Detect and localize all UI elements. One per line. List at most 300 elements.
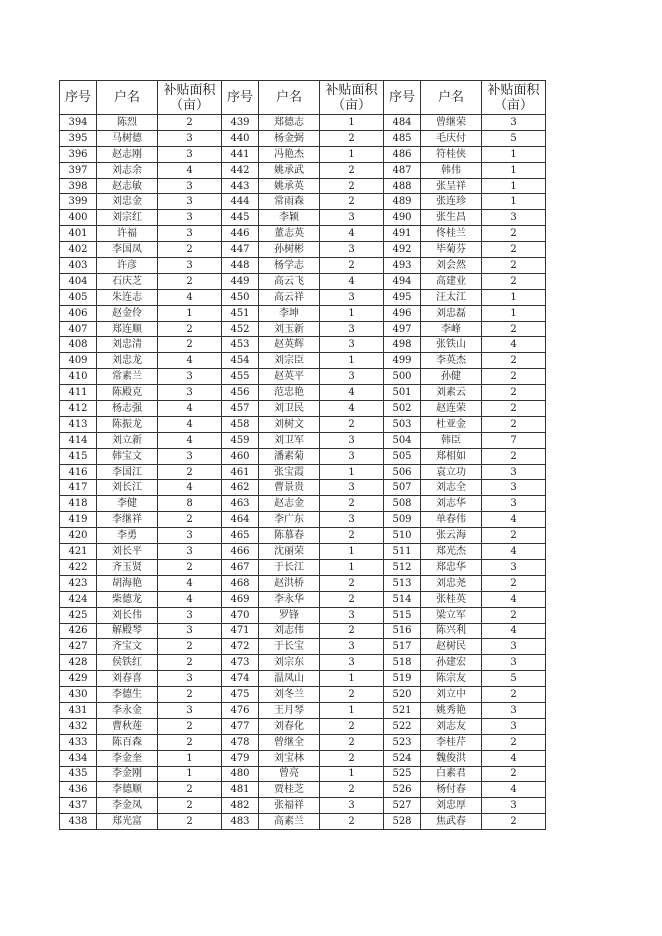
cell-area: 5 (482, 130, 546, 146)
cell-area: 2 (482, 528, 546, 544)
cell-seq: 524 (384, 750, 421, 766)
cell-name: 韩宝文 (97, 448, 158, 464)
cell-seq: 418 (60, 496, 97, 512)
table-row (60, 702, 546, 718)
cell-area: 1 (482, 146, 546, 162)
cell-name: 朱连志 (97, 289, 158, 305)
cell-area: 2 (482, 353, 546, 369)
cell-name: 李德顺 (97, 782, 158, 798)
table-row (60, 544, 546, 560)
cell-area: 1 (320, 464, 384, 480)
cell-area: 2 (482, 607, 546, 623)
cell-name: 姚承武 (259, 162, 320, 178)
cell-name: 李勇 (97, 528, 158, 544)
cell-area: 8 (158, 496, 222, 512)
cell-seq: 500 (384, 369, 421, 385)
cell-area: 4 (158, 353, 222, 369)
cell-name: 杨志强 (97, 401, 158, 417)
header-seq: 序号 (384, 81, 421, 115)
cell-area: 1 (482, 289, 546, 305)
cell-name: 李金刚 (97, 766, 158, 782)
table-row (60, 782, 546, 798)
header-area: 补贴面积（亩） (482, 81, 546, 115)
cell-seq: 417 (60, 480, 97, 496)
cell-name: 李永华 (259, 591, 320, 607)
cell-seq: 439 (222, 115, 259, 131)
cell-name: 齐宝文 (97, 639, 158, 655)
cell-area: 2 (158, 655, 222, 671)
table-row (60, 242, 546, 258)
cell-name: 佟桂兰 (421, 226, 482, 242)
cell-seq: 406 (60, 305, 97, 321)
cell-area: 2 (320, 734, 384, 750)
cell-seq: 394 (60, 115, 97, 131)
cell-seq: 478 (222, 734, 259, 750)
cell-seq: 477 (222, 718, 259, 734)
cell-seq: 518 (384, 655, 421, 671)
cell-seq: 395 (60, 130, 97, 146)
cell-seq: 449 (222, 273, 259, 289)
table-row (60, 655, 546, 671)
table-row (60, 432, 546, 448)
cell-area: 1 (482, 194, 546, 210)
cell-name: 李金凤 (97, 798, 158, 814)
cell-seq: 467 (222, 559, 259, 575)
cell-name: 刘卫民 (259, 401, 320, 417)
cell-area: 3 (158, 385, 222, 401)
cell-area: 2 (482, 687, 546, 703)
cell-name: 汪太江 (421, 289, 482, 305)
cell-area: 4 (320, 401, 384, 417)
cell-seq: 508 (384, 496, 421, 512)
cell-area: 3 (158, 528, 222, 544)
cell-area: 4 (482, 623, 546, 639)
cell-name: 冯艳杰 (259, 146, 320, 162)
cell-name: 白素君 (421, 766, 482, 782)
table-row (60, 194, 546, 210)
table-row (60, 734, 546, 750)
cell-name: 刘立中 (421, 687, 482, 703)
cell-seq: 459 (222, 432, 259, 448)
cell-area: 3 (320, 432, 384, 448)
cell-area: 2 (320, 258, 384, 274)
cell-seq: 525 (384, 766, 421, 782)
cell-seq: 511 (384, 544, 421, 560)
cell-area: 2 (158, 464, 222, 480)
header-seq: 序号 (60, 81, 97, 115)
cell-seq: 504 (384, 432, 421, 448)
cell-name: 陈兴利 (421, 623, 482, 639)
table-row (60, 480, 546, 496)
cell-name: 刘宝林 (259, 750, 320, 766)
cell-name: 李健 (97, 496, 158, 512)
cell-seq: 456 (222, 385, 259, 401)
cell-area: 2 (482, 321, 546, 337)
cell-area: 1 (482, 162, 546, 178)
cell-area: 2 (158, 639, 222, 655)
cell-name: 姚承英 (259, 178, 320, 194)
cell-seq: 528 (384, 814, 421, 830)
cell-area: 2 (320, 130, 384, 146)
cell-seq: 432 (60, 718, 97, 734)
cell-area: 4 (158, 591, 222, 607)
cell-name: 刘忠龙 (97, 353, 158, 369)
cell-seq: 507 (384, 480, 421, 496)
cell-seq: 445 (222, 210, 259, 226)
header-name: 户名 (421, 81, 482, 115)
cell-name: 陈振龙 (97, 416, 158, 432)
cell-area: 1 (320, 115, 384, 131)
header-name: 户名 (259, 81, 320, 115)
cell-seq: 484 (384, 115, 421, 131)
cell-seq: 527 (384, 798, 421, 814)
table-row (60, 687, 546, 703)
cell-name: 张云海 (421, 528, 482, 544)
cell-area: 2 (320, 591, 384, 607)
cell-area: 3 (158, 369, 222, 385)
cell-name: 郑光富 (97, 814, 158, 830)
table-row (60, 750, 546, 766)
cell-name: 刘忠厚 (421, 798, 482, 814)
cell-name: 焦武春 (421, 814, 482, 830)
cell-name: 李英杰 (421, 353, 482, 369)
cell-seq: 444 (222, 194, 259, 210)
cell-seq: 481 (222, 782, 259, 798)
cell-area: 3 (482, 559, 546, 575)
cell-area: 2 (158, 242, 222, 258)
cell-name: 许彦 (97, 258, 158, 274)
cell-area: 1 (320, 766, 384, 782)
cell-seq: 519 (384, 671, 421, 687)
cell-name: 张宝霞 (259, 464, 320, 480)
cell-seq: 400 (60, 210, 97, 226)
cell-name: 于长江 (259, 559, 320, 575)
cell-name: 韩臣 (421, 432, 482, 448)
cell-seq: 429 (60, 671, 97, 687)
cell-seq: 496 (384, 305, 421, 321)
cell-seq: 455 (222, 369, 259, 385)
cell-seq: 463 (222, 496, 259, 512)
cell-seq: 416 (60, 464, 97, 480)
cell-area: 2 (482, 766, 546, 782)
cell-name: 刘素云 (421, 385, 482, 401)
cell-seq: 483 (222, 814, 259, 830)
cell-seq: 437 (60, 798, 97, 814)
cell-seq: 486 (384, 146, 421, 162)
cell-area: 2 (158, 115, 222, 131)
cell-name: 刘长江 (97, 480, 158, 496)
cell-area: 3 (158, 607, 222, 623)
cell-area: 3 (320, 512, 384, 528)
cell-name: 李坤 (259, 305, 320, 321)
cell-name: 许福 (97, 226, 158, 242)
cell-seq: 428 (60, 655, 97, 671)
cell-seq: 513 (384, 575, 421, 591)
cell-area: 4 (482, 750, 546, 766)
cell-seq: 482 (222, 798, 259, 814)
cell-name: 于长宝 (259, 639, 320, 655)
table-row (60, 146, 546, 162)
cell-area: 2 (158, 512, 222, 528)
cell-area: 3 (482, 464, 546, 480)
cell-name: 赵英平 (259, 369, 320, 385)
cell-area: 1 (320, 671, 384, 687)
cell-name: 刘忠磊 (421, 305, 482, 321)
cell-area: 2 (320, 162, 384, 178)
cell-name: 李永金 (97, 702, 158, 718)
cell-area: 3 (158, 210, 222, 226)
cell-area: 3 (158, 671, 222, 687)
cell-area: 4 (482, 544, 546, 560)
header-seq: 序号 (222, 81, 259, 115)
cell-area: 3 (482, 115, 546, 131)
cell-seq: 443 (222, 178, 259, 194)
cell-area: 1 (158, 305, 222, 321)
cell-seq: 419 (60, 512, 97, 528)
cell-name: 单春伟 (421, 512, 482, 528)
cell-seq: 501 (384, 385, 421, 401)
cell-name: 孙建宏 (421, 655, 482, 671)
cell-name: 张连珍 (421, 194, 482, 210)
cell-area: 1 (158, 750, 222, 766)
cell-area: 2 (158, 734, 222, 750)
cell-area: 2 (320, 575, 384, 591)
cell-area: 2 (320, 782, 384, 798)
table-row (60, 718, 546, 734)
cell-area: 2 (158, 273, 222, 289)
cell-area: 4 (482, 337, 546, 353)
cell-area: 3 (482, 639, 546, 655)
cell-name: 张呈祥 (421, 178, 482, 194)
cell-name: 杨学志 (259, 258, 320, 274)
cell-seq: 469 (222, 591, 259, 607)
cell-area: 3 (320, 655, 384, 671)
cell-name: 李广东 (259, 512, 320, 528)
cell-name: 孙健 (421, 369, 482, 385)
cell-seq: 487 (384, 162, 421, 178)
cell-area: 3 (320, 448, 384, 464)
cell-name: 刘立新 (97, 432, 158, 448)
cell-area: 3 (158, 194, 222, 210)
cell-area: 1 (320, 702, 384, 718)
subsidy-table (59, 80, 546, 830)
table-row (60, 496, 546, 512)
cell-seq: 485 (384, 130, 421, 146)
cell-seq: 489 (384, 194, 421, 210)
cell-seq: 424 (60, 591, 97, 607)
cell-seq: 446 (222, 226, 259, 242)
cell-area: 1 (320, 559, 384, 575)
cell-seq: 402 (60, 242, 97, 258)
cell-seq: 520 (384, 687, 421, 703)
cell-area: 3 (158, 544, 222, 560)
cell-name: 郑光杰 (421, 544, 482, 560)
cell-seq: 426 (60, 623, 97, 639)
cell-name: 赵树民 (421, 639, 482, 655)
cell-area: 2 (482, 258, 546, 274)
cell-area: 2 (320, 750, 384, 766)
cell-name: 侯铁红 (97, 655, 158, 671)
cell-seq: 522 (384, 718, 421, 734)
cell-area: 3 (320, 337, 384, 353)
cell-seq: 453 (222, 337, 259, 353)
cell-seq: 454 (222, 353, 259, 369)
cell-seq: 497 (384, 321, 421, 337)
cell-name: 刘宗臣 (259, 353, 320, 369)
cell-seq: 461 (222, 464, 259, 480)
cell-area: 4 (320, 385, 384, 401)
cell-name: 刘忠尧 (421, 575, 482, 591)
cell-name: 杨金弼 (259, 130, 320, 146)
cell-name: 李颖 (259, 210, 320, 226)
cell-seq: 414 (60, 432, 97, 448)
cell-name: 符桂侠 (421, 146, 482, 162)
cell-seq: 510 (384, 528, 421, 544)
cell-name: 柴德龙 (97, 591, 158, 607)
cell-seq: 493 (384, 258, 421, 274)
cell-area: 3 (158, 146, 222, 162)
cell-seq: 396 (60, 146, 97, 162)
cell-seq: 422 (60, 559, 97, 575)
cell-area: 4 (320, 226, 384, 242)
cell-seq: 458 (222, 416, 259, 432)
table-row (60, 448, 546, 464)
table-row (60, 226, 546, 242)
cell-name: 李桂芹 (421, 734, 482, 750)
cell-seq: 491 (384, 226, 421, 242)
cell-area: 2 (320, 814, 384, 830)
cell-name: 陈烈 (97, 115, 158, 131)
cell-area: 3 (482, 496, 546, 512)
cell-area: 3 (320, 798, 384, 814)
cell-area: 2 (158, 321, 222, 337)
cell-area: 1 (320, 146, 384, 162)
table-row (60, 369, 546, 385)
cell-name: 高云祥 (259, 289, 320, 305)
cell-name: 杜亚金 (421, 416, 482, 432)
cell-seq: 472 (222, 639, 259, 655)
cell-name: 刘玉新 (259, 321, 320, 337)
cell-area: 2 (482, 242, 546, 258)
cell-seq: 470 (222, 607, 259, 623)
cell-area: 3 (482, 655, 546, 671)
cell-seq: 503 (384, 416, 421, 432)
cell-name: 高素兰 (259, 814, 320, 830)
cell-name: 曾继全 (259, 734, 320, 750)
table-row (60, 416, 546, 432)
cell-area: 3 (158, 130, 222, 146)
cell-name: 刘宗红 (97, 210, 158, 226)
cell-seq: 447 (222, 242, 259, 258)
cell-seq: 421 (60, 544, 97, 560)
cell-name: 赵志敏 (97, 178, 158, 194)
cell-seq: 464 (222, 512, 259, 528)
cell-seq: 450 (222, 289, 259, 305)
cell-area: 2 (158, 814, 222, 830)
cell-area: 4 (158, 432, 222, 448)
cell-name: 曾亮 (259, 766, 320, 782)
cell-seq: 512 (384, 559, 421, 575)
table-row (60, 258, 546, 274)
cell-area: 2 (158, 782, 222, 798)
table-row (60, 401, 546, 417)
table-row (60, 178, 546, 194)
cell-name: 杨付春 (421, 782, 482, 798)
cell-seq: 448 (222, 258, 259, 274)
cell-area: 2 (482, 385, 546, 401)
cell-name: 潘素菊 (259, 448, 320, 464)
cell-area: 2 (482, 575, 546, 591)
table-row (60, 337, 546, 353)
cell-seq: 452 (222, 321, 259, 337)
cell-seq: 436 (60, 782, 97, 798)
cell-seq: 523 (384, 734, 421, 750)
cell-area: 3 (482, 718, 546, 734)
cell-name: 赵金伶 (97, 305, 158, 321)
cell-name: 姚秀艳 (421, 702, 482, 718)
table-row (60, 512, 546, 528)
cell-name: 赵志刚 (97, 146, 158, 162)
cell-seq: 495 (384, 289, 421, 305)
cell-name: 刘志华 (421, 496, 482, 512)
cell-seq: 521 (384, 702, 421, 718)
cell-seq: 526 (384, 782, 421, 798)
cell-seq: 434 (60, 750, 97, 766)
cell-seq: 514 (384, 591, 421, 607)
cell-name: 毛庆付 (421, 130, 482, 146)
cell-area: 3 (320, 480, 384, 496)
table-row (60, 623, 546, 639)
cell-area: 3 (158, 623, 222, 639)
cell-name: 陈宗友 (421, 671, 482, 687)
cell-seq: 407 (60, 321, 97, 337)
table-row (60, 559, 546, 575)
cell-seq: 411 (60, 385, 97, 401)
table-row (60, 130, 546, 146)
cell-seq: 498 (384, 337, 421, 353)
cell-area: 2 (482, 814, 546, 830)
cell-seq: 431 (60, 702, 97, 718)
table-row (60, 575, 546, 591)
cell-area: 3 (482, 798, 546, 814)
cell-name: 常雨森 (259, 194, 320, 210)
table-row (60, 353, 546, 369)
cell-seq: 403 (60, 258, 97, 274)
cell-name: 石庆芝 (97, 273, 158, 289)
cell-area: 3 (320, 289, 384, 305)
cell-seq: 430 (60, 687, 97, 703)
cell-area: 2 (320, 623, 384, 639)
cell-seq: 466 (222, 544, 259, 560)
cell-area: 3 (320, 607, 384, 623)
cell-seq: 409 (60, 353, 97, 369)
cell-name: 刘志伟 (259, 623, 320, 639)
cell-name: 刘树文 (259, 416, 320, 432)
cell-name: 郑连顺 (97, 321, 158, 337)
cell-name: 高建业 (421, 273, 482, 289)
cell-seq: 457 (222, 401, 259, 417)
cell-seq: 516 (384, 623, 421, 639)
cell-area: 2 (158, 337, 222, 353)
cell-area: 3 (482, 702, 546, 718)
table-row (60, 798, 546, 814)
cell-seq: 399 (60, 194, 97, 210)
cell-seq: 415 (60, 448, 97, 464)
table-row (60, 273, 546, 289)
cell-seq: 397 (60, 162, 97, 178)
cell-name: 王月琴 (259, 702, 320, 718)
cell-name: 刘长伟 (97, 607, 158, 623)
